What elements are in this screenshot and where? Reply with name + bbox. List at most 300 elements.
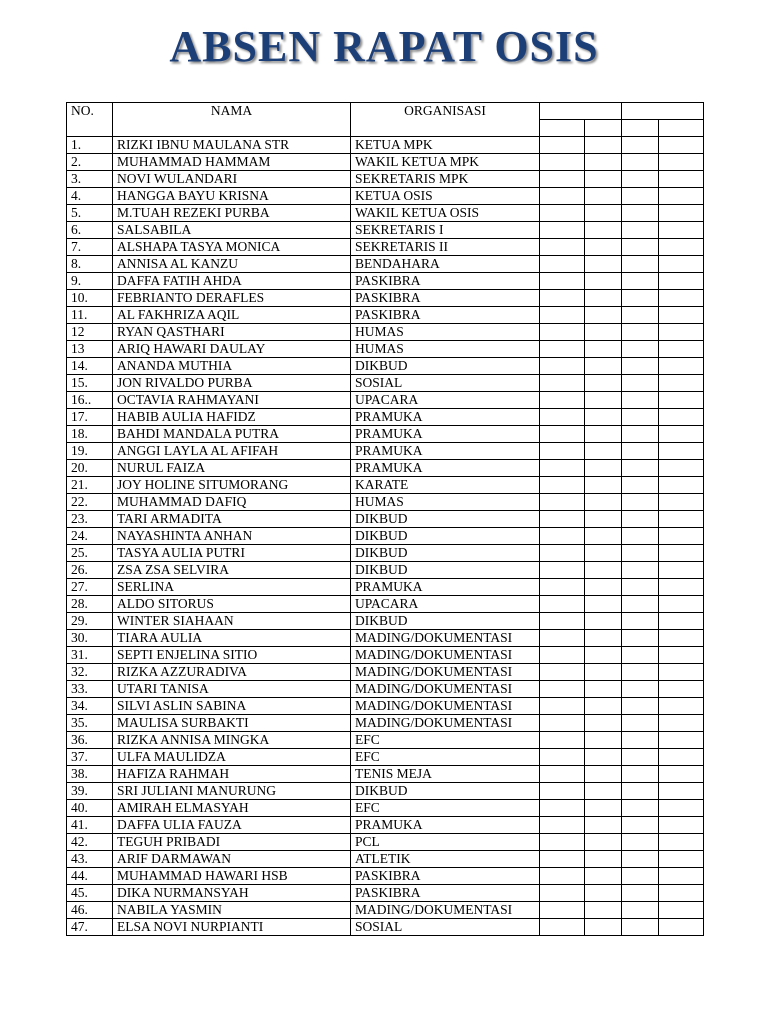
row-number: 37. [67, 749, 113, 766]
row-organization: SEKRETARIS I [351, 222, 540, 239]
signature-cell [585, 358, 622, 375]
row-name: DAFFA FATIH AHDA [113, 273, 351, 290]
row-name: ANANDA MUTHIA [113, 358, 351, 375]
signature-cell [540, 341, 585, 358]
row-name: SEPTI ENJELINA SITIO [113, 647, 351, 664]
signature-cell [585, 324, 622, 341]
row-organization: KETUA OSIS [351, 188, 540, 205]
signature-cell [622, 613, 659, 630]
signature-cell [585, 664, 622, 681]
signature-cell [659, 273, 704, 290]
row-organization: DIKBUD [351, 562, 540, 579]
signature-cell [659, 851, 704, 868]
signature-cell [622, 545, 659, 562]
table-row [67, 205, 704, 222]
signature-cell [585, 239, 622, 256]
row-name: ALDO SITORUS [113, 596, 351, 613]
row-number: 19. [67, 443, 113, 460]
row-number: 5. [67, 205, 113, 222]
signature-cell [622, 885, 659, 902]
row-organization: MADING/DOKUMENTASI [351, 681, 540, 698]
row-name: FEBRIANTO DERAFLES [113, 290, 351, 307]
signature-cell [622, 341, 659, 358]
row-name: ANGGI LAYLA AL AFIFAH [113, 443, 351, 460]
signature-cell [659, 188, 704, 205]
signature-cell [540, 324, 585, 341]
row-name: MAULISA SURBAKTI [113, 715, 351, 732]
signature-cell [585, 528, 622, 545]
signature-cell [585, 919, 622, 936]
signature-cell [540, 426, 585, 443]
signature-cell [585, 732, 622, 749]
row-name: TARI ARMADITA [113, 511, 351, 528]
row-name: RIZKA AZZURADIVA [113, 664, 351, 681]
signature-cell [585, 851, 622, 868]
row-name: ULFA MAULIDZA [113, 749, 351, 766]
signature-cell [585, 392, 622, 409]
signature-cell [622, 851, 659, 868]
signature-cell [622, 817, 659, 834]
signature-cell [659, 902, 704, 919]
table-row [67, 137, 704, 154]
row-organization: MADING/DOKUMENTASI [351, 698, 540, 715]
row-organization: DIKBUD [351, 511, 540, 528]
signature-cell [540, 273, 585, 290]
row-organization: UPACARA [351, 596, 540, 613]
table-row [67, 919, 704, 936]
row-organization: MADING/DOKUMENTASI [351, 630, 540, 647]
row-name: NAYASHINTA ANHAN [113, 528, 351, 545]
signature-cell [622, 511, 659, 528]
row-number: 10. [67, 290, 113, 307]
sub-header-cell [585, 120, 622, 137]
row-name: ELSA NOVI NURPIANTI [113, 919, 351, 936]
signature-cell [622, 307, 659, 324]
signature-cell [585, 596, 622, 613]
row-name: MUHAMMAD HAWARI HSB [113, 868, 351, 885]
table-row [67, 154, 704, 171]
row-name: SALSABILA [113, 222, 351, 239]
signature-cell [585, 188, 622, 205]
signature-cell [585, 205, 622, 222]
table-row [67, 698, 704, 715]
row-number: 32. [67, 664, 113, 681]
signature-cell [622, 596, 659, 613]
row-organization: DIKBUD [351, 613, 540, 630]
row-number: 34. [67, 698, 113, 715]
row-number: 42. [67, 834, 113, 851]
signature-cell [540, 205, 585, 222]
signature-cell [622, 647, 659, 664]
column-header-blank-2 [622, 103, 704, 120]
row-organization: PRAMUKA [351, 409, 540, 426]
row-number: 12 [67, 324, 113, 341]
table-row [67, 341, 704, 358]
signature-cell [659, 749, 704, 766]
row-number: 44. [67, 868, 113, 885]
row-name: SILVI ASLIN SABINA [113, 698, 351, 715]
table-row [67, 426, 704, 443]
row-name: NURUL FAIZA [113, 460, 351, 477]
row-organization: SEKRETARIS MPK [351, 171, 540, 188]
row-number: 30. [67, 630, 113, 647]
table-row [67, 613, 704, 630]
table-row [67, 834, 704, 851]
signature-cell [540, 477, 585, 494]
signature-cell [540, 868, 585, 885]
signature-cell [540, 919, 585, 936]
signature-cell [622, 868, 659, 885]
row-organization: KARATE [351, 477, 540, 494]
signature-cell [585, 256, 622, 273]
signature-cell [659, 766, 704, 783]
signature-cell [540, 698, 585, 715]
row-number: 29. [67, 613, 113, 630]
row-organization: PASKIBRA [351, 885, 540, 902]
table-row [67, 273, 704, 290]
table-row [67, 307, 704, 324]
row-name: SRI JULIANI MANURUNG [113, 783, 351, 800]
signature-cell [540, 817, 585, 834]
table-row [67, 460, 704, 477]
table-row [67, 409, 704, 426]
table-row [67, 647, 704, 664]
signature-cell [622, 562, 659, 579]
table-row [67, 375, 704, 392]
row-organization: PRAMUKA [351, 443, 540, 460]
signature-cell [622, 290, 659, 307]
signature-cell [540, 885, 585, 902]
signature-cell [585, 460, 622, 477]
table-row [67, 511, 704, 528]
row-number: 16.. [67, 392, 113, 409]
row-number: 6. [67, 222, 113, 239]
signature-cell [622, 409, 659, 426]
row-name: NOVI WULANDARI [113, 171, 351, 188]
signature-cell [585, 562, 622, 579]
row-number: 40. [67, 800, 113, 817]
signature-cell [540, 443, 585, 460]
signature-cell [540, 511, 585, 528]
signature-cell [622, 766, 659, 783]
row-name: UTARI TANISA [113, 681, 351, 698]
signature-cell [585, 290, 622, 307]
row-organization: KETUA MPK [351, 137, 540, 154]
row-name: RYAN QASTHARI [113, 324, 351, 341]
row-organization: PRAMUKA [351, 817, 540, 834]
signature-cell [659, 256, 704, 273]
row-name: TIARA AULIA [113, 630, 351, 647]
signature-cell [585, 698, 622, 715]
signature-cell [622, 324, 659, 341]
row-organization: DIKBUD [351, 783, 540, 800]
row-number: 28. [67, 596, 113, 613]
row-name: DIKA NURMANSYAH [113, 885, 351, 902]
signature-cell [622, 477, 659, 494]
signature-cell [585, 681, 622, 698]
row-number: 18. [67, 426, 113, 443]
row-number: 4. [67, 188, 113, 205]
signature-cell [585, 902, 622, 919]
row-name: ARIQ HAWARI DAULAY [113, 341, 351, 358]
row-name: JON RIVALDO PURBA [113, 375, 351, 392]
row-number: 22. [67, 494, 113, 511]
signature-cell [585, 443, 622, 460]
signature-cell [659, 358, 704, 375]
table-row [67, 885, 704, 902]
row-number: 7. [67, 239, 113, 256]
signature-cell [659, 205, 704, 222]
row-number: 23. [67, 511, 113, 528]
row-organization: PASKIBRA [351, 273, 540, 290]
signature-cell [659, 290, 704, 307]
signature-cell [585, 579, 622, 596]
row-number: 39. [67, 783, 113, 800]
signature-cell [585, 171, 622, 188]
row-name: M.TUAH REZEKI PURBA [113, 205, 351, 222]
signature-cell [585, 511, 622, 528]
signature-cell [540, 545, 585, 562]
signature-cell [622, 664, 659, 681]
signature-cell [659, 834, 704, 851]
row-number: 26. [67, 562, 113, 579]
signature-cell [659, 511, 704, 528]
signature-cell [622, 392, 659, 409]
signature-cell [659, 630, 704, 647]
signature-cell [622, 273, 659, 290]
table-row [67, 902, 704, 919]
signature-cell [622, 205, 659, 222]
signature-cell [659, 324, 704, 341]
row-organization: DIKBUD [351, 545, 540, 562]
row-organization: HUMAS [351, 341, 540, 358]
table-row [67, 664, 704, 681]
signature-cell [540, 851, 585, 868]
row-organization: PASKIBRA [351, 290, 540, 307]
signature-cell [540, 358, 585, 375]
row-number: 43. [67, 851, 113, 868]
signature-cell [622, 732, 659, 749]
sub-header-cell [659, 120, 704, 137]
signature-cell [659, 341, 704, 358]
table-row [67, 358, 704, 375]
table-row [67, 783, 704, 800]
row-organization: MADING/DOKUMENTASI [351, 715, 540, 732]
row-organization: SOSIAL [351, 375, 540, 392]
row-name: NABILA YASMIN [113, 902, 351, 919]
table-row [67, 171, 704, 188]
signature-cell [622, 715, 659, 732]
signature-cell [585, 749, 622, 766]
row-name: TEGUH PRIBADI [113, 834, 351, 851]
table-row [67, 494, 704, 511]
signature-cell [659, 885, 704, 902]
row-number: 15. [67, 375, 113, 392]
table-row [67, 817, 704, 834]
signature-cell [659, 562, 704, 579]
signature-cell [659, 494, 704, 511]
row-name: RIZKI IBNU MAULANA STR [113, 137, 351, 154]
row-name: SERLINA [113, 579, 351, 596]
signature-cell [540, 834, 585, 851]
row-number: 24. [67, 528, 113, 545]
table-row [67, 545, 704, 562]
row-organization: MADING/DOKUMENTASI [351, 664, 540, 681]
signature-cell [540, 596, 585, 613]
row-organization: PASKIBRA [351, 868, 540, 885]
table-row [67, 749, 704, 766]
sub-header-cell [622, 120, 659, 137]
signature-cell [540, 188, 585, 205]
row-number: 3. [67, 171, 113, 188]
signature-cell [622, 528, 659, 545]
signature-cell [540, 239, 585, 256]
signature-cell [585, 885, 622, 902]
signature-cell [540, 137, 585, 154]
table-row [67, 324, 704, 341]
signature-cell [585, 630, 622, 647]
signature-cell [540, 375, 585, 392]
signature-cell [540, 902, 585, 919]
signature-cell [659, 460, 704, 477]
column-header-no: NO. [67, 103, 113, 137]
table-row [67, 477, 704, 494]
signature-cell [622, 443, 659, 460]
row-number: 2. [67, 154, 113, 171]
row-organization: TENIS MEJA [351, 766, 540, 783]
row-number: 36. [67, 732, 113, 749]
row-name: MUHAMMAD DAFIQ [113, 494, 351, 511]
signature-cell [585, 477, 622, 494]
signature-cell [585, 766, 622, 783]
row-name: HANGGA BAYU KRISNA [113, 188, 351, 205]
table-row [67, 579, 704, 596]
row-organization: DIKBUD [351, 358, 540, 375]
signature-cell [659, 545, 704, 562]
row-number: 1. [67, 137, 113, 154]
signature-cell [540, 749, 585, 766]
row-name: ARIF DARMAWAN [113, 851, 351, 868]
table-row [67, 188, 704, 205]
signature-cell [585, 647, 622, 664]
row-number: 25. [67, 545, 113, 562]
table-row [67, 443, 704, 460]
signature-cell [622, 834, 659, 851]
row-organization: SEKRETARIS II [351, 239, 540, 256]
table-row [67, 732, 704, 749]
column-header-organisasi: ORGANISASI [351, 103, 540, 137]
row-organization: PRAMUKA [351, 460, 540, 477]
row-name: ALSHAPA TASYA MONICA [113, 239, 351, 256]
signature-cell [585, 426, 622, 443]
attendance-rows [67, 137, 704, 936]
row-organization: HUMAS [351, 494, 540, 511]
row-name: HABIB AULIA HAFIDZ [113, 409, 351, 426]
signature-cell [622, 426, 659, 443]
row-number: 27. [67, 579, 113, 596]
row-organization: ATLETIK [351, 851, 540, 868]
signature-cell [585, 545, 622, 562]
row-number: 13 [67, 341, 113, 358]
signature-cell [585, 154, 622, 171]
signature-cell [659, 222, 704, 239]
signature-cell [659, 783, 704, 800]
signature-cell [540, 171, 585, 188]
column-header-blank-1 [540, 103, 622, 120]
table-row [67, 562, 704, 579]
row-name: OCTAVIA RAHMAYANI [113, 392, 351, 409]
signature-cell [585, 783, 622, 800]
row-name: AMIRAH ELMASYAH [113, 800, 351, 817]
signature-cell [540, 664, 585, 681]
signature-cell [540, 647, 585, 664]
row-name: JOY HOLINE SITUMORANG [113, 477, 351, 494]
row-name: ANNISA AL KANZU [113, 256, 351, 273]
signature-cell [659, 919, 704, 936]
signature-cell [585, 834, 622, 851]
row-number: 9. [67, 273, 113, 290]
signature-cell [659, 715, 704, 732]
row-name: TASYA AULIA PUTRI [113, 545, 351, 562]
table-row [67, 290, 704, 307]
signature-cell [622, 137, 659, 154]
signature-cell [585, 409, 622, 426]
signature-cell [540, 579, 585, 596]
table-row [67, 528, 704, 545]
signature-cell [585, 222, 622, 239]
row-number: 33. [67, 681, 113, 698]
row-organization: UPACARA [351, 392, 540, 409]
row-number: 31. [67, 647, 113, 664]
signature-cell [540, 562, 585, 579]
row-organization: EFC [351, 800, 540, 817]
row-name: MUHAMMAD HAMMAM [113, 154, 351, 171]
signature-cell [659, 664, 704, 681]
row-name: WINTER SIAHAAN [113, 613, 351, 630]
signature-cell [622, 239, 659, 256]
row-number: 21. [67, 477, 113, 494]
signature-cell [585, 494, 622, 511]
row-name: DAFFA ULIA FAUZA [113, 817, 351, 834]
table-row [67, 851, 704, 868]
row-organization: PASKIBRA [351, 307, 540, 324]
row-organization: MADING/DOKUMENTASI [351, 902, 540, 919]
signature-cell [622, 800, 659, 817]
table-row [67, 715, 704, 732]
signature-cell [659, 868, 704, 885]
signature-cell [659, 171, 704, 188]
table-row [67, 868, 704, 885]
signature-cell [659, 698, 704, 715]
signature-cell [622, 154, 659, 171]
signature-cell [540, 732, 585, 749]
row-organization: PRAMUKA [351, 579, 540, 596]
signature-cell [659, 443, 704, 460]
signature-cell [659, 596, 704, 613]
signature-cell [622, 579, 659, 596]
signature-cell [540, 290, 585, 307]
row-organization: SOSIAL [351, 919, 540, 936]
row-number: 8. [67, 256, 113, 273]
signature-cell [622, 749, 659, 766]
signature-cell [585, 307, 622, 324]
signature-cell [659, 732, 704, 749]
page-title: ABSEN RAPAT OSIS [169, 22, 599, 71]
signature-cell [659, 800, 704, 817]
signature-cell [540, 681, 585, 698]
sub-header-cell [540, 120, 585, 137]
signature-cell [622, 188, 659, 205]
